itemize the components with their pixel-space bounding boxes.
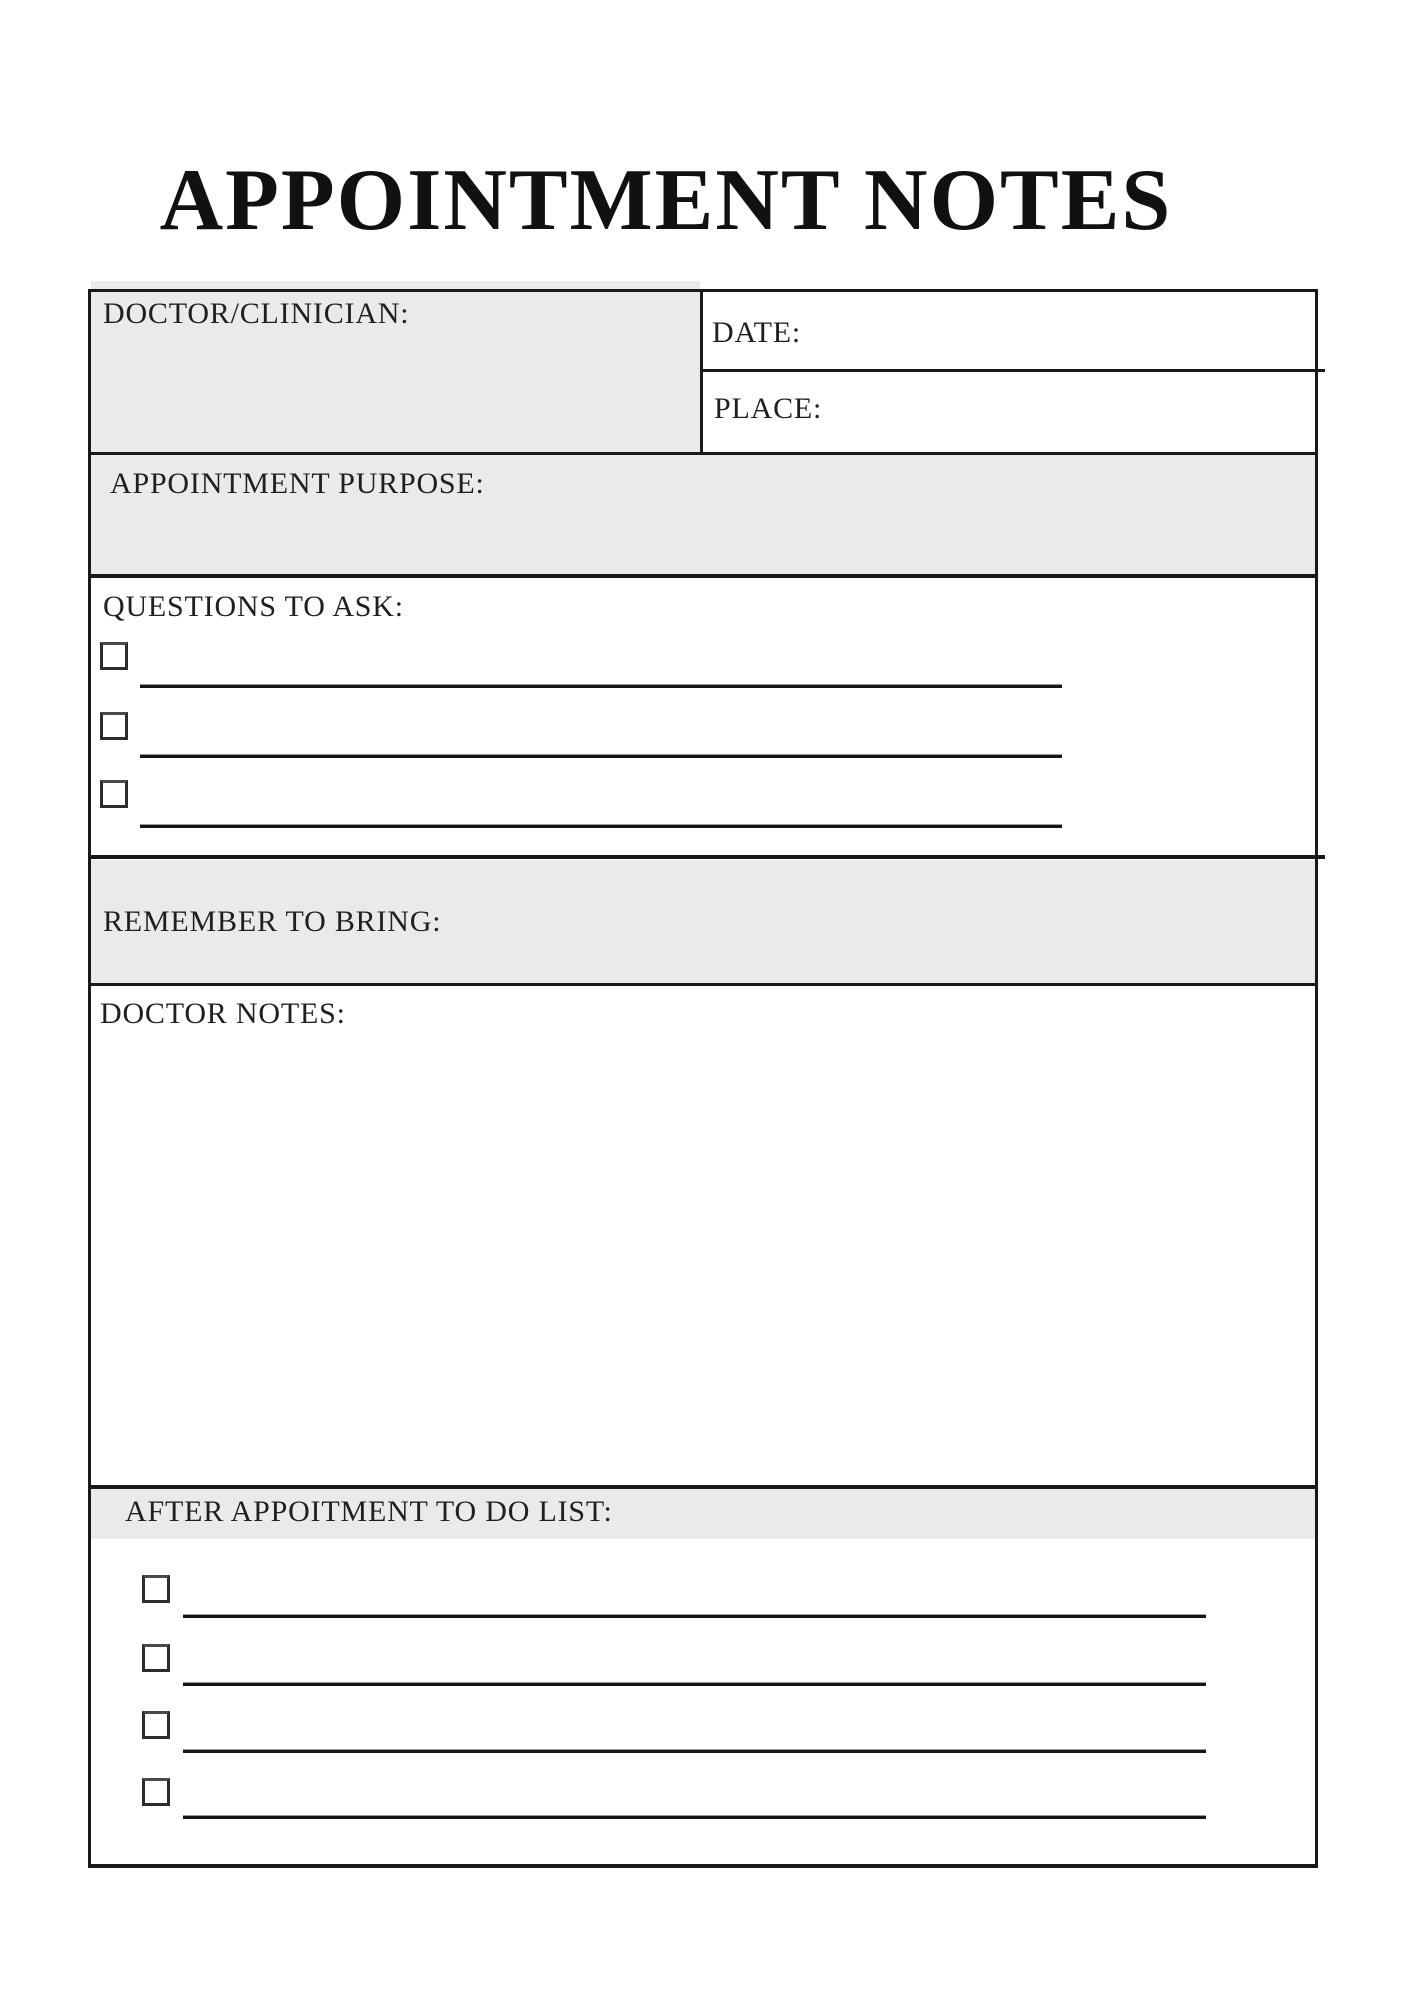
page-title: APPOINTMENT NOTES <box>159 151 1173 249</box>
after-todo-list-label: AFTER APPOITMENT TO DO LIST: <box>125 1495 613 1528</box>
remember-top-divider <box>88 855 1325 859</box>
todo-checkbox[interactable] <box>142 1644 170 1672</box>
doctor-notes-label: DOCTOR NOTES: <box>100 997 346 1030</box>
question-write-line[interactable] <box>140 824 1062 828</box>
question-write-line[interactable] <box>140 754 1062 758</box>
table-bottom-border <box>88 1864 1318 1868</box>
date-input-area[interactable] <box>810 300 1310 362</box>
date-place-divider <box>700 369 1325 372</box>
todo-checkbox[interactable] <box>142 1575 170 1603</box>
doctor-clinician-label: DOCTOR/CLINICIAN: <box>103 297 410 330</box>
notes-top-divider <box>88 983 1318 986</box>
place-input-area[interactable] <box>828 378 1310 444</box>
questions-to-ask-label: QUESTIONS TO ASK: <box>103 590 404 623</box>
purpose-top-divider <box>88 452 1318 455</box>
appointment-purpose-label: APPOINTMENT PURPOSE: <box>110 467 485 500</box>
question-checkbox[interactable] <box>100 712 128 740</box>
remember-input-area[interactable] <box>395 898 1300 968</box>
remember-to-bring-label: REMEMBER TO BRING: <box>103 905 442 938</box>
doctor-input-area[interactable] <box>103 335 693 445</box>
table-left-border <box>88 289 91 1868</box>
todo-write-line[interactable] <box>183 1749 1206 1753</box>
todo-checkbox[interactable] <box>142 1778 170 1806</box>
todo-write-line[interactable] <box>183 1815 1206 1819</box>
todo-write-line[interactable] <box>183 1614 1206 1618</box>
question-checkbox[interactable] <box>100 780 128 808</box>
table-right-border <box>1315 289 1318 1868</box>
todo-write-line[interactable] <box>183 1682 1206 1686</box>
date-label: DATE: <box>712 316 801 349</box>
doctor-notes-input-area[interactable] <box>100 1040 1300 1470</box>
questions-top-divider <box>88 574 1318 578</box>
question-write-line[interactable] <box>140 684 1062 688</box>
place-label: PLACE: <box>714 392 823 425</box>
table-top-border <box>88 289 1318 292</box>
purpose-input-area[interactable] <box>110 505 1300 567</box>
todo-checkbox[interactable] <box>142 1711 170 1739</box>
todo-top-divider <box>88 1485 1318 1489</box>
question-checkbox[interactable] <box>100 642 128 670</box>
